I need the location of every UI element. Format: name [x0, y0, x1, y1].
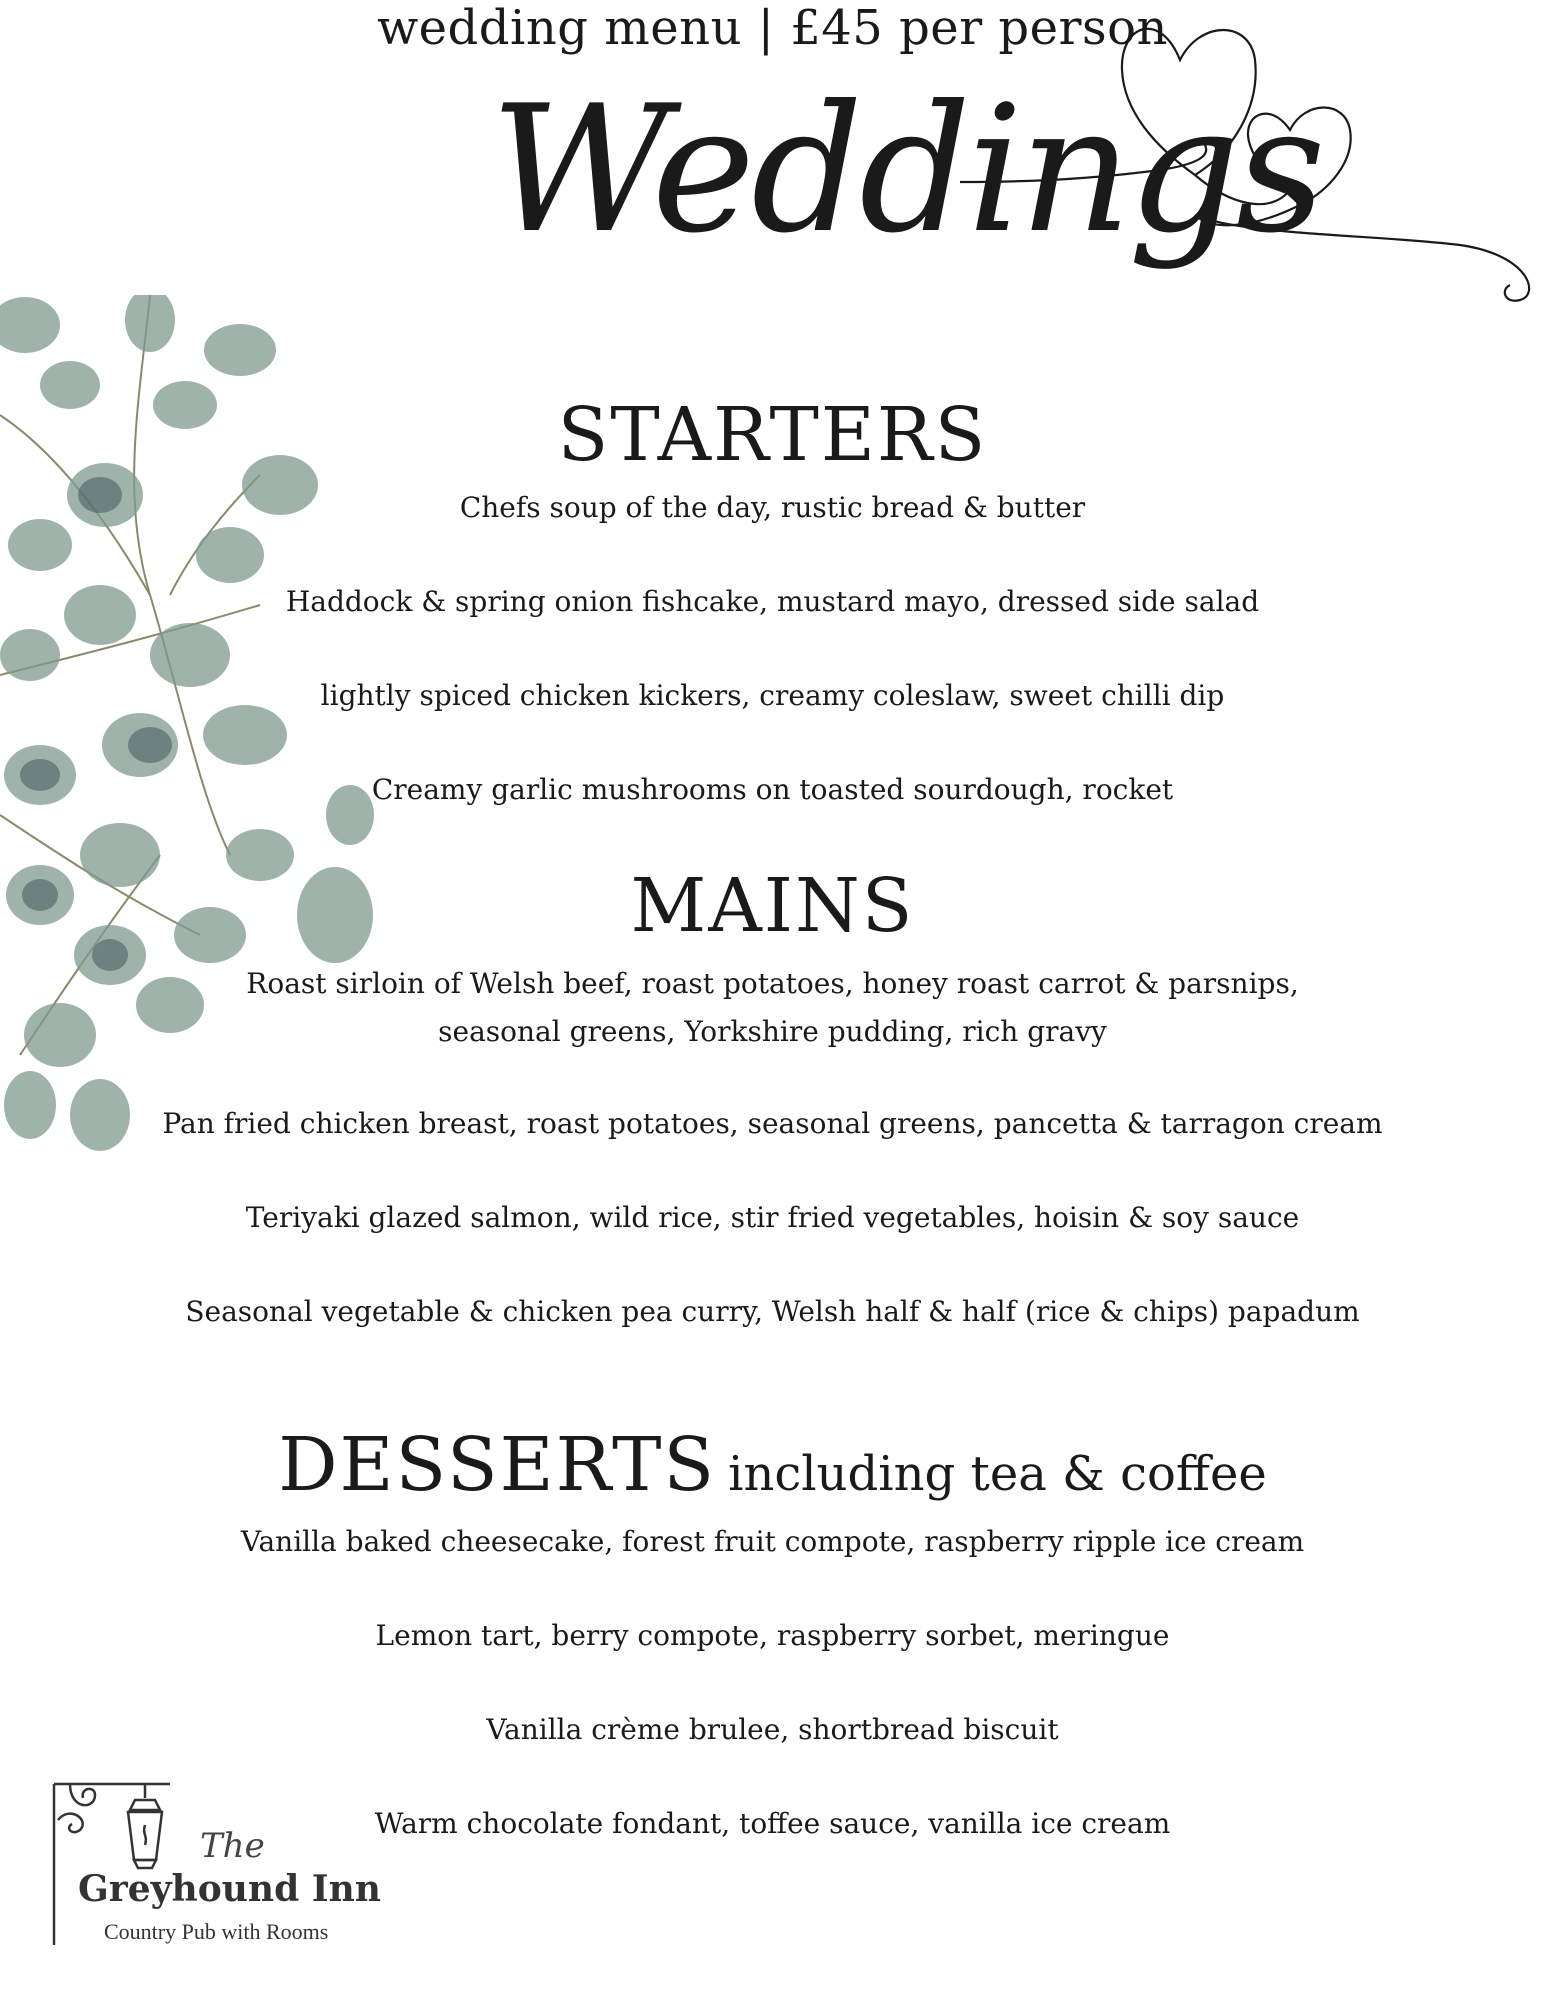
menu-subtitle: wedding menu | £45 per person — [377, 0, 1168, 56]
starter-item: Haddock & spring onion fishcake, mustard mayo, dressed side salad — [285, 585, 1260, 618]
main-item: Pan fried chicken breast, roast potatoes, seasonal greens, pancetta & tarragon cream — [162, 1107, 1383, 1140]
logo-tagline: Country Pub with Rooms — [104, 1919, 329, 1944]
desserts-heading: DESSERTS — [278, 1422, 717, 1508]
starter-item: lightly spiced chicken kickers, creamy coleslaw, sweet chilli dip — [320, 679, 1225, 712]
dessert-item: Lemon tart, berry compote, raspberry sorbet, meringue — [375, 1619, 1170, 1652]
logo-the: The — [200, 1826, 265, 1866]
main-item: seasonal greens, Yorkshire pudding, rich gravy — [438, 1015, 1107, 1048]
desserts-header — [0, 1422, 1545, 1508]
starter-item: Chefs soup of the day, rustic bread & butter — [459, 491, 1086, 524]
starters-heading: STARTERS — [557, 392, 988, 478]
greyhound-inn-logo — [50, 1780, 390, 1950]
starter-item: Creamy garlic mushrooms on toasted sourdough, rocket — [371, 773, 1174, 806]
main-item: Roast sirloin of Welsh beef, roast potatoes, honey roast carrot & parsnips, — [246, 967, 1299, 1000]
main-item: Seasonal vegetable & chicken pea curry, Welsh half & half (rice & chips) papadum — [185, 1295, 1360, 1328]
wedding-title: Weddings — [490, 69, 1322, 272]
main-item: Teriyaki glazed salmon, wild rice, stir fried vegetables, hoisin & soy sauce — [245, 1201, 1300, 1234]
wedding-title-art — [470, 0, 1545, 320]
dessert-item: Vanilla crème brulee, shortbread biscuit — [486, 1713, 1059, 1746]
dessert-item: Vanilla baked cheesecake, forest fruit compote, raspberry ripple ice cream — [240, 1525, 1305, 1558]
dessert-item: Warm chocolate fondant, toffee sauce, vanilla ice cream — [374, 1807, 1171, 1840]
desserts-subheading: including tea & coffee — [728, 1446, 1267, 1502]
mains-heading: MAINS — [630, 863, 915, 949]
logo-name: Greyhound Inn — [78, 1868, 381, 1910]
